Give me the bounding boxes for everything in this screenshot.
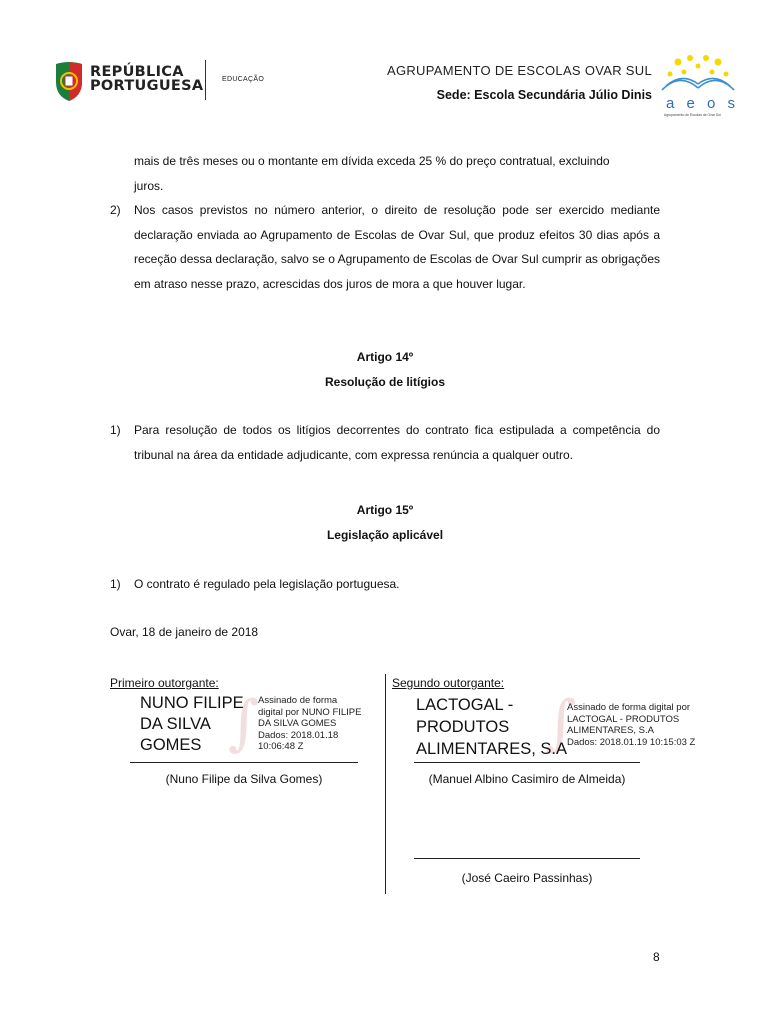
second-name-line-3: ALIMENTARES, S.A (416, 740, 567, 758)
second-name-line-2: PRODUTOS (416, 718, 510, 736)
item-2-number: 2) (110, 203, 121, 217)
second-meta-line-3: ALIMENTARES, S.A (567, 725, 654, 736)
first-printed-name: (Nuno Filipe da Silva Gomes) (165, 772, 323, 786)
first-meta-line-3: DA SILVA GOMES (258, 718, 337, 729)
first-meta-line-4: Dados: 2018.01.18 (258, 729, 339, 741)
first-signature-line (130, 762, 358, 763)
school-subtitle: Sede: Escola Secundária Júlio Dinis (436, 88, 652, 102)
first-name-line-3: GOMES (140, 736, 202, 754)
signature-watermark-1: ∫ (228, 688, 260, 758)
first-name-line-1: NUNO FILIPE (140, 694, 244, 712)
school-title: AGRUPAMENTO DE ESCOLAS OVAR SUL (386, 63, 652, 78)
third-printed-name: (José Caeiro Passinhas) (461, 871, 593, 885)
second-signature-meta (567, 702, 695, 748)
signature-watermark-2: ∫ (545, 688, 577, 758)
first-meta-line-5: 10:06:48 Z (258, 741, 304, 752)
aeos-tagline: Agrupamento de Escolas de Ovar Sul (664, 113, 721, 117)
article-14-title: Artigo 14º (356, 350, 414, 364)
first-name-line-2: DA SILVA (140, 715, 211, 733)
second-signature-name (416, 694, 567, 760)
page-number: 8 (653, 950, 660, 964)
second-meta-line-2: LACTOGAL - PRODUTOS (567, 713, 680, 725)
item-2-text: Nos casos previstos no número anterior, o direito de resolução pode ser exercido mediante declaração enviada ao Agrupamento de Escolas de Ovar Sul, que produz efeitos 30 dias após a receção dessa declaração, salvo se o Agrupamento de Escolas de Ovar Sul cumprir as obrigações em atraso nesse prazo, acrescidas dos juros de mora a que houver lugar. (134, 203, 660, 291)
article-15-title: Artigo 15º (356, 503, 414, 517)
art14-item-1-text: Para resolução de todos os litígios decorrentes do contrato fica estipulada a competência do tribunal na área da entidade adjudicante, com expressa renúncia a qualquer outro. (134, 423, 660, 462)
first-signature-meta (258, 695, 361, 753)
second-name-line-1: LACTOGAL - (416, 696, 514, 714)
republica-line2: PORTUGUESA (90, 78, 204, 94)
first-party-label: Primeiro outorgante: (110, 676, 219, 690)
art15-item-1-number: 1) (110, 577, 121, 591)
second-meta-line-1: Assinado de forma digital por (567, 702, 691, 713)
second-party-label: Segundo outorgante: (392, 676, 505, 690)
article-14-subtitle: Resolução de litígios (324, 375, 446, 389)
art14-item-1-number: 1) (110, 423, 121, 437)
aeos-letters: a e o s (666, 95, 740, 112)
logo-divider (205, 60, 206, 100)
third-signature-line (414, 858, 640, 859)
place-date: Ovar, 18 de janeiro de 2018 (110, 625, 259, 639)
first-meta-line-1: Assinado de forma (258, 695, 338, 706)
continued-line-2: juros. (134, 178, 164, 193)
republica-portuguesa-logo (90, 65, 203, 93)
art15-item-1-text: O contrato é regulado pela legislação portuguesa. (134, 577, 400, 591)
second-signature-line (414, 762, 640, 763)
second-meta-line-4: Dados: 2018.01.19 10:15:03 Z (567, 736, 696, 748)
article-15-subtitle: Legislação aplicável (326, 528, 444, 542)
first-signature-name (140, 693, 244, 756)
republica-portuguesa-emblem (52, 60, 86, 102)
aeos-logo (660, 52, 740, 118)
ministry-label: EDUCAÇÃO (222, 76, 265, 83)
first-meta-line-2: digital por NUNO FILIPE (258, 706, 362, 718)
continued-paragraph (134, 149, 660, 198)
signature-divider (385, 674, 386, 894)
continued-line-1: mais de três meses ou o montante em dívida exceda 25 % do preço contratual, excluindo (134, 154, 610, 168)
republica-line1: REPÚBLICA (90, 64, 184, 80)
second-printed-name: (Manuel Albino Casimiro de Almeida) (428, 772, 626, 786)
